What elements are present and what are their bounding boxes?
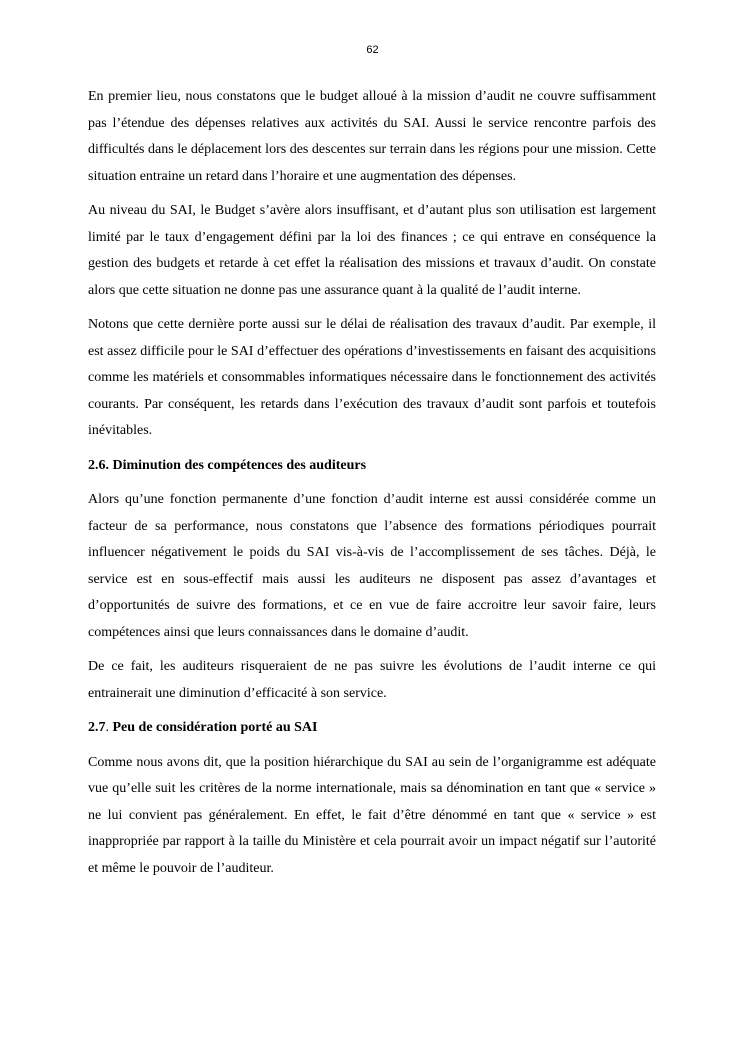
section-title: Peu de considération porté au SAI: [109, 720, 318, 735]
paragraph-budget-sai: Au niveau du SAI, le Budget s’avère alors insuffisant, et d’autant plus son utilisation est largement limité par le taux d’engagement défini par la loi des finances ; ce qui entrave en conséquence la gestion des budgets et retarde à cet effet la réalisation des missions et travaux d’audit. On constate alors que cette situation ne donne pas une assurance quant à la qualité de l’audit interne.: [88, 203, 656, 298]
page-number: 62: [366, 44, 379, 56]
section-heading-2-7: [88, 715, 656, 742]
paragraph-budget: En premier lieu, nous constatons que le budget alloué à la mission d’audit ne couvre suffisamment pas l’étendue des dépenses relatives aux activités du SAI. Aussi le service rencontre parfois des difficultés dans le déplacement lors des descentes sur terrain dans les régions pour une mission. Cette situation entraine un retard dans l’horaire et une augmentation des dépenses.: [88, 89, 656, 184]
paragraph-delai: Notons que cette dernière porte aussi sur le délai de réalisation des travaux d’audit. Par exemple, il est assez difficile pour le SAI d’effectuer des opérations d’investissements en faisant des acquisitions comme les matériels et consommables informatiques nécessaire dans le fonctionnement des activités courants. Par conséquent, les retards dans l’exécution des travaux d’audit sont parfois et toutefois inévitables.: [88, 317, 656, 438]
document-body: [88, 84, 656, 890]
section-number-dot: .: [105, 720, 109, 735]
section-number: 2.7: [88, 720, 106, 735]
section-heading-2-6: 2.6. Diminution des compétences des auditeurs: [88, 457, 367, 473]
paragraph-consequence: De ce fait, les auditeurs risqueraient de ne pas suivre les évolutions de l’audit interne ce qui entrainerait une diminution d’efficacité à son service.: [88, 659, 656, 701]
paragraph-formations: Alors qu’une fonction permanente d’une fonction d’audit interne est aussi considérée comme un facteur de sa performance, nous constatons que l’absence des formations périodiques pourrait influencer négativement le poids du SAI vis-à-vis de l’accomplissement de ses tâches. Déjà, le service est en sous-effectif mais aussi les auditeurs ne disposent pas assez d’avantages et d’opportunités de suivre des formations, et ce en vue de faire accroitre leur savoir faire, leurs compétences ainsi que leurs connaissances dans le domaine d’audit.: [88, 492, 656, 640]
paragraph-denomination: Comme nous avons dit, que la position hiérarchique du SAI au sein de l’organigramme est adéquate vue qu’elle suit les critères de la norme internationale, mais sa dénomination en tant que « service » ne lui convient pas généralement. En effet, le fait d’être dénommé en tant que « service » est inappropriée par rapport à la taille du Ministère et cela pourrait avoir un impact négatif sur l’autorité et même le pouvoir de l’auditeur.: [88, 754, 656, 876]
